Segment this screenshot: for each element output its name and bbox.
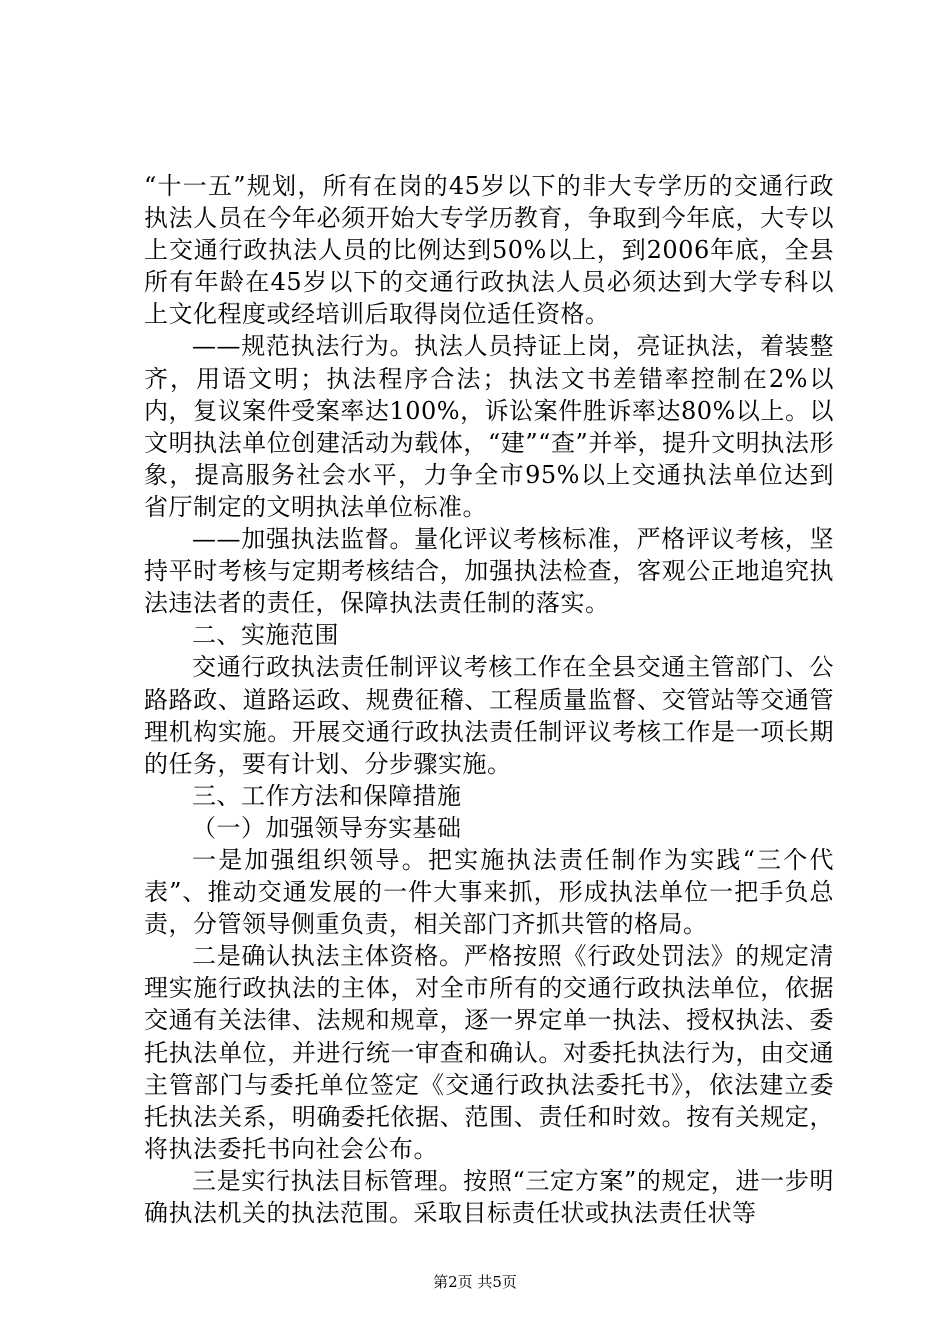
paragraph-1: “十一五”规划，所有在岗的45岁以下的非大专学历的交通行政执法人员在今年必须开始大专学历教育，争取到今年底，大专以上交通行政执法人员的比例达到50%以上，到2006年底，全县所有年龄在45岁以下的交通行政执法人员必须达到大学专科以上文化程度或经培训后取得岗位适任资格。 <box>144 172 834 329</box>
subsection-heading-leadership: （一）加强领导夯实基础 <box>192 813 462 842</box>
paragraph-2: ——规范执法行为。执法人员持证上岗，亮证执法，着装整齐，用语文明；执法程序合法；执法文书差错率控制在2%以内，复议案件受案率达100%，诉讼案件胜诉率达80%以上。以文明执法单位创建活动为载体，“建”“查”并举，提升文明执法形象，提高服务社会水平，力争全市95%以上交通执法单位达到省厅制定的文明执法单位标准。 <box>144 332 834 521</box>
paragraph-5: 交通行政执法责任制评议考核工作在全县交通主管部门、公路路政、道路运政、规费征稽、工程质量监督、交管站等交通管理机构实施。开展交通行政执法责任制评议考核工作是一项长期的任务，要有计划、分步骤实施。 <box>144 653 834 778</box>
document-body <box>144 170 834 1229</box>
section-heading-scope: 二、实施范围 <box>192 621 339 650</box>
paragraph-9: 二是确认执法主体资格。严格按照《行政处罚法》的规定清理实施行政执法的主体，对全市所有的交通行政执法单位，依据交通有关法律、法规和规章，逐一界定单一执法、授权执法、委托执法单位，并进行统一审查和确认。对委托执法行为，由交通主管部门与委托单位签定《交通行政执法委托书》，依法建立委托执法关系，明确委托依据、范围、责任和时效。按有关规定，将执法委托书向社会公布。 <box>144 942 834 1163</box>
paragraph-10: 三是实行执法目标管理。按照“三定方案”的规定，进一步明确执法机关的执法范围。采取目标责任状或执法责任状等 <box>144 1166 834 1227</box>
page-number-footer: 第2页 共5页 <box>433 1273 517 1291</box>
paragraph-3: ——加强执法监督。量化评议考核标准，严格评议考核，坚持平时考核与定期考核结合，加强执法检查，客观公正地追究执法违法者的责任，保障执法责任制的落实。 <box>144 525 834 618</box>
section-heading-methods: 三、工作方法和保障措施 <box>192 781 462 810</box>
paragraph-8: 一是加强组织领导。把实施执法责任制作为实践“三个代表”、推动交通发展的一件大事来抓，形成执法单位一把手负总责，分管领导侧重负责，相关部门齐抓共管的格局。 <box>144 845 834 939</box>
